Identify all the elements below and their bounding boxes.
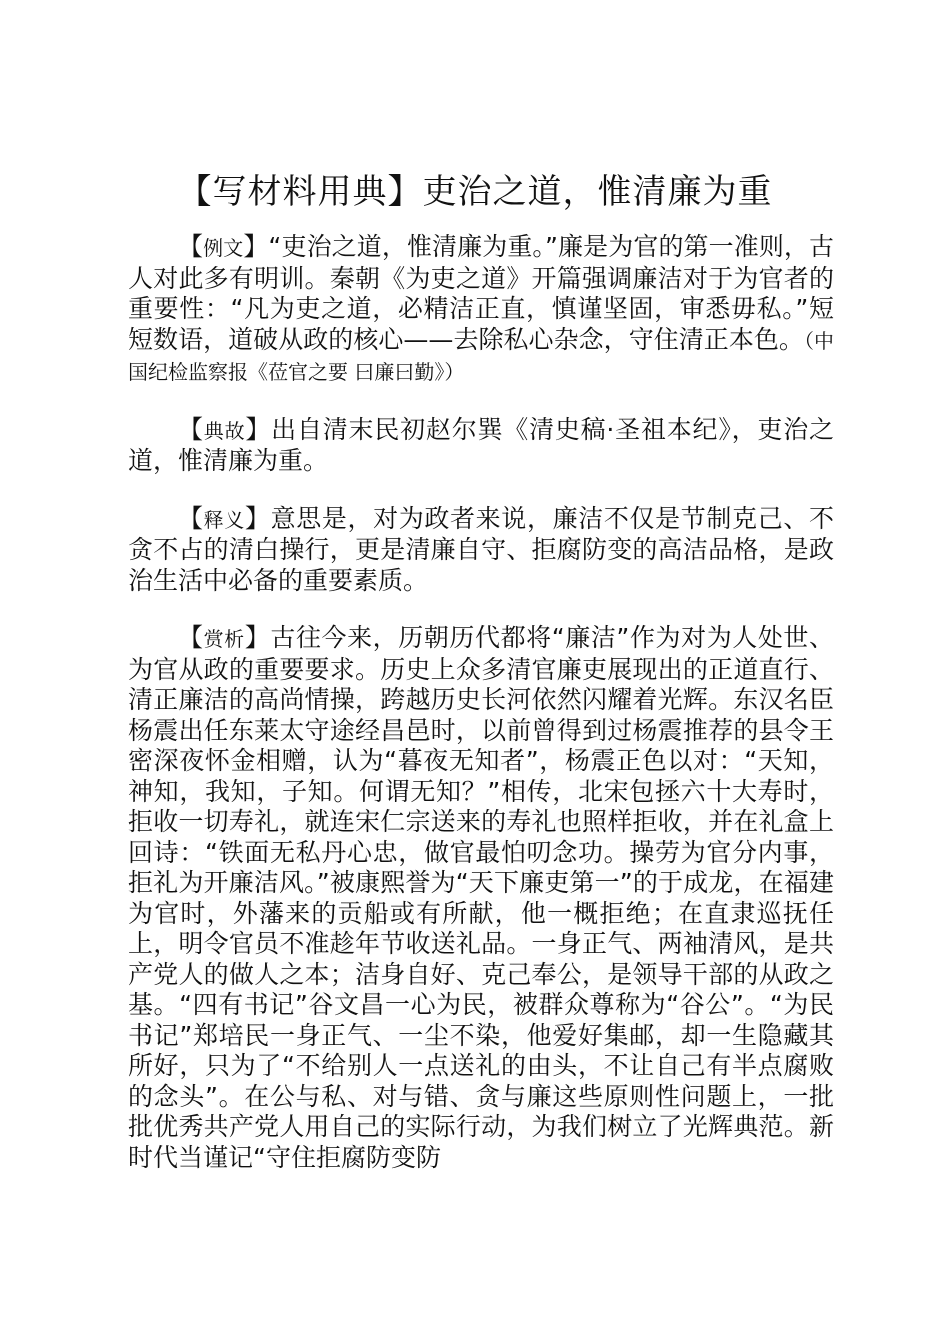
paragraph-text: 意思是，对为政者来说，廉洁不仅是节制克己、不贪不占的清白操行，更是清廉自守、拒腐防变的高洁品格，是政治生活中必备的重要素质。 [128, 503, 834, 595]
section-tag: 【赏析】 [178, 623, 271, 652]
section-tag-label: 例文 [203, 236, 244, 260]
section-tag: 【典故】 [178, 414, 272, 444]
paragraph-appreciation [128, 623, 834, 1173]
section-tag-label: 典故 [203, 418, 246, 443]
document-body [128, 232, 834, 1200]
paragraph-text: “吏治之道，惟清廉为重。”廉是为官的第一准则，古人对此多有明训。秦朝《为吏之道》开篇强调廉洁对于为官者的重要性：“凡为吏之道，必精洁正直，慎谨坚固，审悉毋私。”短短数语，道破从政的核心——去除私心杂念，守住清正本色。 [128, 232, 835, 354]
paragraph-text: 古往今来，历朝历代都将“廉洁”作为对为人处世、为官从政的重要要求。历史上众多清官廉吏展现出的正道直行、清正廉洁的高尚情操，跨越历史长河依然闪耀着光辉。东汉名臣杨震出任东莱太守途经昌邑时，以前曾得到过杨震推荐的县令王密深夜怀金相赠，认为“暮夜无知者”，杨震正色以对：“天知，神知，我知，子知。何谓无知？”相传，北宋包拯六十大寿时，拒收一切寿礼，就连宋仁宗送来的寿礼也照样拒收，并在礼盒上回诗：“铁面无私丹心忠，做官最怕叨念功。操劳为官分内事，拒礼为开廉洁风。”被康熙誉为“天下廉吏第一”的于成龙，在福建为官时，外藩来的贡船或有所献，他一概拒绝；在直隶巡抚任上，明令官员不准趁年节收送礼品。一身正气、两袖清风，是共产党人的做人之本；洁身自好、克己奉公，是领导干部的从政之基。“四有书记”谷文昌一心为民，被群众尊称为“谷公”。“为民书记”郑培民一身正气、一尘不染，他爱好集邮，却一生隐藏其所好，只为了“不给别人一点送礼的由头，不让自己有半点腐败的念头”。在公与私、对与错、贪与廉这些原则性问题上，一批批优秀共产党人用自己的实际行动，为我们树立了光辉典范。新时代当谨记“守住拒腐防变防 [128, 623, 835, 1172]
source-citation: （中国纪检监察报《莅官之要 曰廉曰勤》） [128, 328, 834, 384]
section-tag-label: 释义 [203, 507, 245, 532]
paragraph-interpretation [128, 504, 834, 597]
paragraph-allusion [128, 415, 834, 477]
section-tag-label: 赏析 [203, 627, 245, 651]
section-tag: 【例文】 [178, 232, 269, 261]
paragraph-example [128, 232, 834, 388]
page-title: 【写材料用典】吏治之道，惟清廉为重 [177, 172, 773, 212]
section-tag: 【释义】 [178, 503, 271, 533]
paragraph-text: 出自清末民初赵尔巽《清史稿·圣祖本纪》，吏治之道，惟清廉为重。 [128, 414, 834, 475]
